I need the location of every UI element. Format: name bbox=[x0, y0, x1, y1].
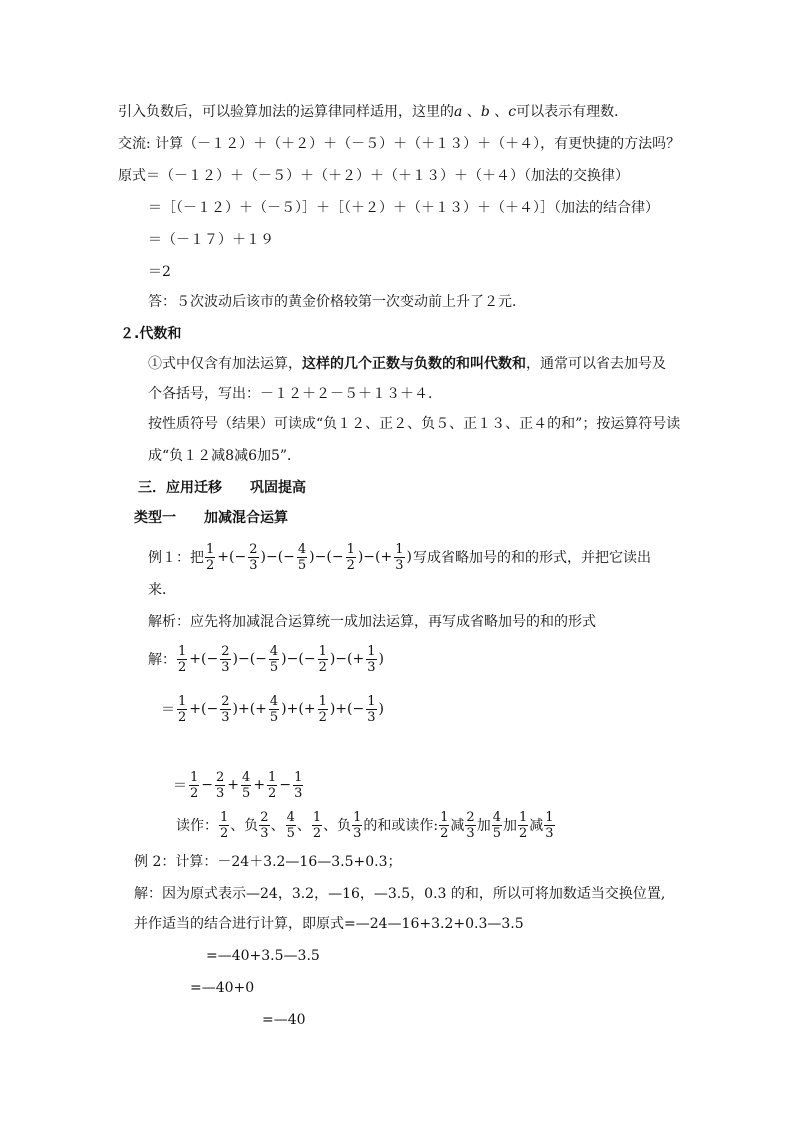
fraction bbox=[318, 644, 328, 675]
fraction bbox=[219, 810, 229, 841]
subsection-heading: 类型一 加减混合运算 bbox=[134, 510, 288, 526]
solution-line bbox=[160, 688, 385, 730]
example-2-line: 例 2：计算：－24＋3.2—16—3.5+0.3； bbox=[134, 854, 402, 870]
text-line bbox=[118, 102, 628, 122]
separator: 、 bbox=[462, 104, 481, 120]
denominator: 2 bbox=[312, 825, 322, 841]
text-segment: 例１：把 bbox=[148, 550, 204, 566]
fraction bbox=[544, 810, 554, 841]
fraction bbox=[352, 810, 362, 841]
variable-c: c bbox=[508, 104, 517, 120]
numerator: 1 bbox=[367, 693, 376, 709]
denominator: 3 bbox=[367, 709, 376, 725]
fraction bbox=[366, 644, 376, 675]
fraction bbox=[394, 542, 404, 573]
denominator: 5 bbox=[269, 709, 279, 725]
fraction bbox=[346, 542, 356, 573]
section-heading: 三．应用迁移 巩固提高 bbox=[138, 480, 306, 496]
operator: )−(− bbox=[260, 549, 295, 565]
variable-a: a bbox=[454, 104, 463, 120]
denominator: 2 bbox=[346, 557, 355, 573]
text-line bbox=[148, 354, 666, 374]
denominator: 3 bbox=[367, 659, 376, 675]
numerator: 1 bbox=[353, 809, 362, 825]
denominator: 5 bbox=[297, 557, 307, 573]
text-line: 原式＝（－１２）＋（－５）＋（＋２）＋（＋１３）＋（＋４）（加法的交换律） bbox=[118, 168, 629, 184]
section-heading: ２.代数和 bbox=[120, 326, 182, 342]
text-segment: 引入负数后，可以验算加法的运算律同样适用，这里的 bbox=[118, 104, 454, 120]
text-line: ＝（－１７）＋１９ bbox=[148, 232, 274, 248]
text-line: 解：因为原式表示—24，3.2，—16，—3.5，0.3 的和，所以可将加数适当交换位置, bbox=[134, 886, 666, 902]
denominator: 2 bbox=[206, 557, 215, 573]
text-segment: 加 bbox=[502, 818, 517, 834]
denominator: 2 bbox=[190, 785, 199, 801]
text-segment: ①式中仅含有加法运算， bbox=[148, 356, 302, 372]
fraction bbox=[286, 810, 296, 841]
operator: ) bbox=[406, 549, 412, 565]
operator: +(− bbox=[189, 651, 219, 667]
numerator: 1 bbox=[395, 541, 404, 557]
fraction bbox=[177, 694, 187, 725]
fraction bbox=[366, 694, 376, 725]
fraction bbox=[312, 810, 322, 841]
denominator: 2 bbox=[318, 709, 327, 725]
fraction bbox=[248, 542, 258, 573]
operator: − bbox=[201, 777, 214, 793]
numerator: 1 bbox=[346, 541, 355, 557]
text-segment: 负 bbox=[244, 818, 259, 834]
text-line: 解析：应先将加减混合运算统一成加法运算，再写成省略加号的和的形式 bbox=[148, 614, 596, 630]
fraction bbox=[189, 770, 199, 801]
solution-line bbox=[172, 764, 304, 806]
numerator: 1 bbox=[440, 809, 449, 825]
text-segment: 可以表示有理数． bbox=[516, 104, 629, 120]
text-line: =—40 bbox=[262, 1012, 306, 1028]
definition-bold: 这样的几个正数与负数的和叫代数和 bbox=[302, 356, 526, 372]
operator: )−(+ bbox=[329, 651, 365, 667]
fraction bbox=[205, 542, 215, 573]
text-segment: 的和或读作: bbox=[363, 818, 439, 834]
fraction bbox=[220, 644, 230, 675]
denominator: 5 bbox=[242, 785, 251, 801]
denominator: 3 bbox=[353, 825, 362, 841]
text-segment: ，通常可以省去加号及 bbox=[526, 356, 666, 372]
fraction bbox=[241, 770, 251, 801]
text-line: ＝2 bbox=[148, 264, 171, 280]
solution-line bbox=[148, 638, 385, 680]
numerator: 1 bbox=[312, 809, 322, 825]
operator: ) bbox=[378, 701, 384, 717]
operator: − bbox=[279, 777, 292, 793]
separator: 、 bbox=[230, 818, 245, 834]
numerator: 1 bbox=[190, 769, 199, 785]
numerator: 1 bbox=[367, 643, 376, 659]
numerator: 2 bbox=[249, 541, 258, 557]
fraction bbox=[215, 770, 225, 801]
denominator: 3 bbox=[260, 825, 269, 841]
denominator: 3 bbox=[249, 557, 258, 573]
denominator: 5 bbox=[492, 825, 501, 841]
fraction bbox=[269, 694, 279, 725]
denominator: 2 bbox=[178, 709, 187, 725]
separator: 、 bbox=[489, 104, 509, 120]
denominator: 5 bbox=[269, 659, 279, 675]
numerator: 2 bbox=[221, 643, 230, 659]
fraction bbox=[465, 810, 475, 841]
text-line: 成“负１２减8减6加5”． bbox=[148, 448, 302, 464]
text-line: 交流: 计算（－１２）＋（＋２）＋（－５）＋（＋１３）＋（＋４），有更快捷的方法吗？ bbox=[118, 136, 681, 152]
numerator: 4 bbox=[286, 809, 295, 825]
fraction bbox=[220, 694, 230, 725]
operator: )+(+ bbox=[232, 701, 267, 717]
operator: + bbox=[227, 777, 240, 793]
operator: ＝ bbox=[173, 778, 187, 794]
operator: )+(− bbox=[329, 701, 365, 717]
fraction bbox=[293, 770, 303, 801]
fraction bbox=[439, 810, 449, 841]
separator: 、 bbox=[323, 818, 338, 834]
numerator: 1 bbox=[220, 809, 229, 825]
numerator: 4 bbox=[297, 541, 307, 557]
solution-label: 解： bbox=[148, 652, 176, 668]
fraction bbox=[518, 810, 528, 841]
operator: +(− bbox=[217, 549, 247, 565]
operator: )−(− bbox=[309, 549, 344, 565]
denominator: 3 bbox=[221, 659, 230, 675]
numerator: 1 bbox=[518, 809, 528, 825]
variable-b: b bbox=[480, 104, 490, 120]
example-1-line bbox=[148, 536, 651, 578]
denominator: 2 bbox=[318, 659, 327, 675]
denominator: 2 bbox=[518, 825, 528, 841]
text-line: 答：５次波动后该市的黄金价格较第一次变动前上升了２元． bbox=[148, 294, 526, 310]
numerator: 1 bbox=[294, 769, 303, 785]
fraction bbox=[297, 542, 307, 573]
fraction bbox=[269, 644, 279, 675]
numerator: 1 bbox=[268, 769, 277, 785]
denominator: 2 bbox=[220, 825, 229, 841]
separator: 、 bbox=[270, 818, 285, 834]
numerator: 2 bbox=[221, 693, 230, 709]
fraction bbox=[267, 770, 277, 801]
denominator: 3 bbox=[221, 709, 230, 725]
operator: + bbox=[253, 777, 266, 793]
numerator: 1 bbox=[178, 643, 187, 659]
text-line: =—40+0 bbox=[190, 980, 255, 996]
denominator: 3 bbox=[395, 557, 404, 573]
text-line: 个各括号，写出：－１２＋２－５＋１３＋４． bbox=[148, 386, 442, 402]
numerator: 2 bbox=[216, 769, 225, 785]
denominator: 3 bbox=[216, 785, 225, 801]
numerator: 1 bbox=[178, 693, 187, 709]
text-segment: 加 bbox=[476, 818, 491, 834]
text-line: 按性质符号（结果）可读成“负１２、正２、负５、正１３、正４的和”；按运算符号读 bbox=[148, 416, 681, 432]
denominator: 2 bbox=[178, 659, 187, 675]
fraction bbox=[177, 644, 187, 675]
operator: )−(− bbox=[281, 651, 316, 667]
text-line: 并作适当的结合进行计算，即原式=—24—16+3.2+0.3—3.5 bbox=[134, 916, 524, 932]
numerator: 4 bbox=[269, 643, 279, 659]
operator: ) bbox=[378, 651, 384, 667]
numerator: 4 bbox=[242, 769, 251, 785]
text-line: =—40+3.5—3.5 bbox=[206, 948, 320, 964]
operator: )−(+ bbox=[357, 549, 393, 565]
text-segment: 负 bbox=[337, 818, 352, 834]
text-line: ＝［（－１２）＋（－５）］＋［（＋２）＋（＋１３）＋（＋４）］（加法的结合律） bbox=[148, 200, 659, 216]
numerator: 4 bbox=[269, 693, 279, 709]
denominator: 3 bbox=[294, 785, 303, 801]
denominator: 5 bbox=[286, 825, 295, 841]
numerator: 1 bbox=[318, 693, 327, 709]
fraction bbox=[318, 694, 328, 725]
operator: +(− bbox=[189, 701, 219, 717]
denominator: 3 bbox=[466, 825, 475, 841]
reading-line bbox=[176, 804, 556, 846]
denominator: 3 bbox=[545, 825, 554, 841]
fraction bbox=[492, 810, 502, 841]
fraction bbox=[259, 810, 269, 841]
operator: )+(+ bbox=[281, 701, 316, 717]
denominator: 2 bbox=[268, 785, 277, 801]
text-segment: 写成省略加号的和的形式，并把它读出 bbox=[412, 550, 651, 566]
operator: )−(− bbox=[232, 651, 267, 667]
numerator: 2 bbox=[260, 809, 269, 825]
reading-label: 读作： bbox=[176, 818, 218, 834]
numerator: 1 bbox=[545, 809, 554, 825]
text-segment: 减 bbox=[450, 818, 465, 834]
text-segment: 减 bbox=[529, 818, 544, 834]
numerator: 4 bbox=[492, 809, 501, 825]
numerator: 2 bbox=[466, 809, 475, 825]
text-line: 来． bbox=[148, 582, 176, 598]
operator: ＝ bbox=[161, 702, 175, 718]
separator: 、 bbox=[296, 818, 311, 834]
numerator: 1 bbox=[318, 643, 327, 659]
denominator: 2 bbox=[440, 825, 449, 841]
numerator: 1 bbox=[206, 541, 215, 557]
